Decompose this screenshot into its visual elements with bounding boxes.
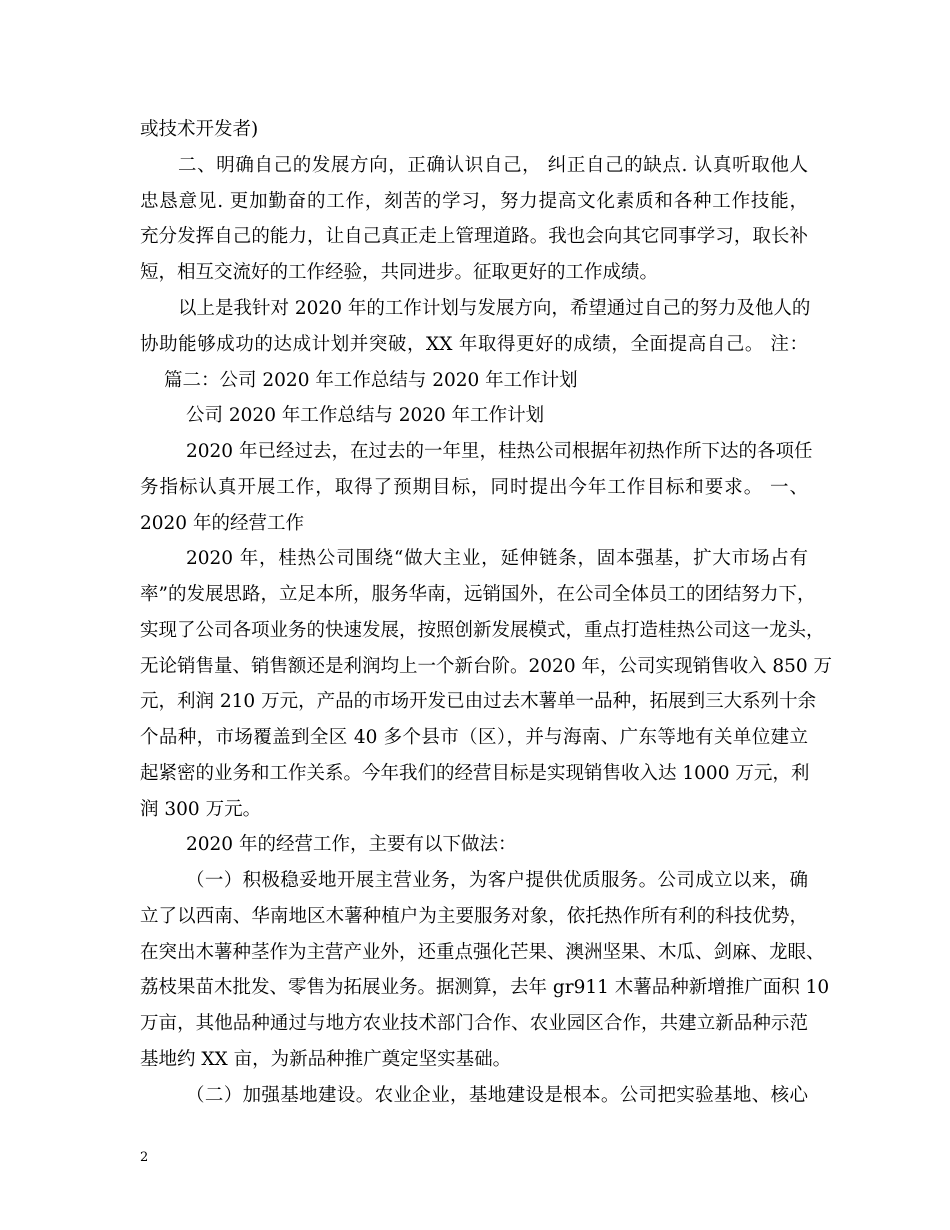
paragraph-line: 在突出木薯种茎作为主营产业外，还重点强化芒果、澳洲坚果、木瓜、剑麻、龙眼、 <box>140 942 825 963</box>
paragraph-line: 2020 年已经过去，在过去的一年里，桂热公司根据年初热作所下达的各项任 <box>186 441 813 462</box>
paragraph-line: 二、明确自己的发展方向，正确认识自己， 纠正自己的缺点. 认真听取他人 <box>178 155 808 176</box>
page-number: 2 <box>140 1150 149 1165</box>
paragraph-line: 以上是我针对 2020 年的工作计划与发展方向，希望通过自己的努力及他人的 <box>178 298 811 319</box>
paragraph-line: 荔枝果苗木批发、零售为拓展业务。据测算，去年 gr911 木薯品种新增推广面积 10 <box>140 977 830 998</box>
section-title: 公司 2020 年工作总结与 2020 年工作计划 <box>186 405 545 426</box>
paragraph-line: 短，相互交流好的工作经验，共同进步。征取更好的工作成绩。 <box>140 262 659 283</box>
paragraph-line: 个品种，市场覆盖到全区 40 多个县市（区），并与海南、广东等地有关单位建立 <box>140 727 808 748</box>
paragraph-line: 2020 年的经营工作，主要有以下做法： <box>186 834 517 855</box>
paragraph-line: （一）积极稳妥地开展主营业务，为客户提供优质服务。公司成立以来，确 <box>186 870 808 891</box>
paragraph-line: 立了以西南、华南地区木薯种植户为主要服务对象，依托热作所有利的科技优势， <box>140 906 808 927</box>
paragraph-line: 忠恳意见. 更加勤奋的工作，刻苦的学习，努力提高文化素质和各种工作技能， <box>140 191 808 212</box>
paragraph-line: 无论销售量、销售额还是利润均上一个新台阶。2020 年，公司实现销售收入 850 万 <box>140 656 833 677</box>
paragraph-line: 万亩，其他品种通过与地方农业技术部门合作、农业园区合作，共建立新品种示范 <box>140 1013 808 1034</box>
paragraph-line: 实现了公司各项业务的快速发展，按照创新发展模式，重点打造桂热公司这一龙头， <box>140 620 825 641</box>
paragraph-line: （二）加强基地建设。农业企业，基地建设是根本。公司把实验基地、核心 <box>186 1085 808 1106</box>
paragraph-line: 率”的发展思路，立足本所，服务华南，远销国外，在公司全体员工的团结努力下， <box>140 584 816 605</box>
paragraph-line: 基地约 XX 亩，为新品种推广奠定坚实基础。 <box>140 1049 512 1070</box>
paragraph-line: 2020 年的经营工作 <box>140 513 304 534</box>
paragraph-line: 协助能够成功的达成计划并突破，XX 年取得更好的成绩，全面提高自己。 注： <box>140 334 808 355</box>
paragraph-line: 润 300 万元。 <box>140 799 262 820</box>
paragraph-line: 务指标认真开展工作，取得了预期目标，同时提出今年工作目标和要求。 一、 <box>140 477 808 498</box>
paragraph-line: 元，利润 210 万元，产品的市场开发已由过去木薯单一品种，拓展到三大系列十余 <box>140 691 817 712</box>
section-heading: 篇二：公司 2020 年工作总结与 2020 年工作计划 <box>164 370 578 391</box>
paragraph-line: 起紧密的业务和工作关系。今年我们的经营目标是实现销售收入达 1000 万元，利 <box>140 763 810 784</box>
paragraph-line: 2020 年，桂热公司围绕“做大主业，延伸链条，固本强基，扩大市场占有 <box>186 548 808 569</box>
text-line: 或技术开发者) <box>140 119 259 140</box>
paragraph-line: 充分发挥自己的能力，让自己真正走上管理道路。我也会向其它同事学习，取长补 <box>140 226 808 247</box>
